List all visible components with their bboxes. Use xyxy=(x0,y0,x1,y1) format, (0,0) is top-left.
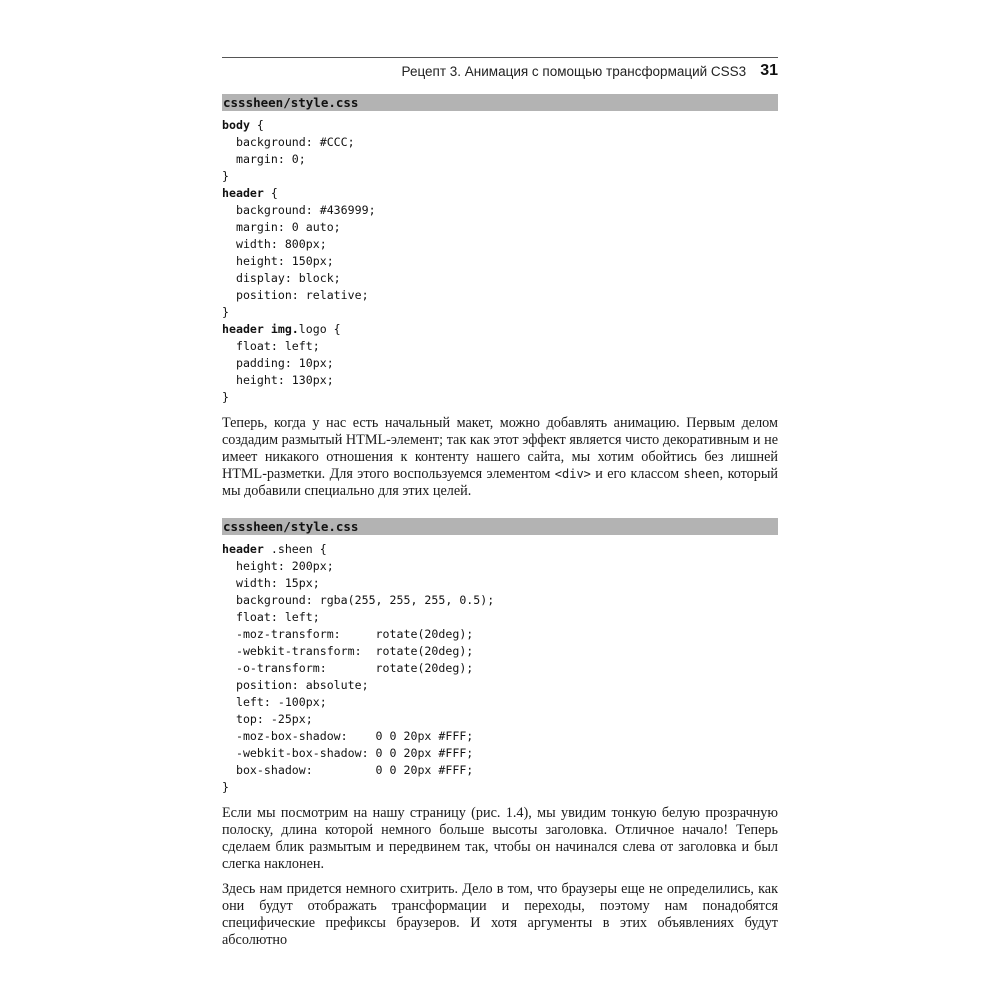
code-line xyxy=(222,151,778,168)
running-title: Рецепт 3. Анимация с помощью трансформаций CSS3 xyxy=(401,63,747,79)
code-text: -moz-transform: rotate(20deg); xyxy=(222,627,474,641)
code-text: margin: 0; xyxy=(222,152,306,166)
code-text: } xyxy=(222,169,229,183)
code-line xyxy=(222,609,778,626)
code-text: logo { xyxy=(298,322,341,336)
paragraph-2: Если мы посмотрим на нашу страницу (рис. 1.4), мы увидим тонкую белую прозрачную полоску, длина которой немного больше высоты заголовка. Отличное начало! Теперь сделаем блик размытым и передвинем так, чтобы он начинался слева от заголовка и был слегка наклонен. xyxy=(222,805,778,872)
code-line xyxy=(222,779,778,796)
code-text: margin: 0 auto; xyxy=(222,220,341,234)
code-text: -webkit-transform: rotate(20deg); xyxy=(222,644,474,658)
code-text: } xyxy=(222,390,229,404)
code-text: width: 15px; xyxy=(222,576,320,590)
code-text: width: 800px; xyxy=(222,237,327,251)
paragraph-3: Здесь нам придется немного схитрить. Дело в том, что браузеры еще не определились, как они будут отображать трансформации и переходы, поэтому нам понадобятся специфические префиксы браузеров. И хотя аргументы в этих объявлениях будут абсолютно xyxy=(222,881,778,948)
code-line xyxy=(222,355,778,372)
code-text: background: #436999; xyxy=(222,203,376,217)
code-selector: header xyxy=(222,186,264,200)
code-line xyxy=(222,270,778,287)
code-selector: header xyxy=(222,542,264,556)
code-text: height: 200px; xyxy=(222,559,334,573)
code-line xyxy=(222,626,778,643)
code-line xyxy=(222,219,778,236)
code-text: -o-transform: rotate(20deg); xyxy=(222,661,474,675)
code-line xyxy=(222,185,778,202)
code-line xyxy=(222,728,778,745)
code-line xyxy=(222,389,778,406)
inline-code-sheen: sheen xyxy=(683,467,720,481)
paragraph-1-text-b: и его классом xyxy=(590,466,684,482)
code-line xyxy=(222,643,778,660)
code-line xyxy=(222,745,778,762)
code-line xyxy=(222,592,778,609)
code-line xyxy=(222,253,778,270)
paragraph-1-text-c: , который мы добавили специально для этих целей. xyxy=(222,466,778,499)
code-line xyxy=(222,338,778,355)
code-text: -webkit-box-shadow: 0 0 20px #FFF; xyxy=(222,746,474,760)
running-head xyxy=(222,60,778,82)
code-line xyxy=(222,541,778,558)
code-text: background: rgba(255, 255, 255, 0.5); xyxy=(222,593,495,607)
code-text: -moz-box-shadow: 0 0 20px #FFF; xyxy=(222,729,474,743)
code-text: top: -25px; xyxy=(222,712,313,726)
code-line xyxy=(222,558,778,575)
code-text: position: absolute; xyxy=(222,678,369,692)
code-line xyxy=(222,321,778,338)
code-line xyxy=(222,372,778,389)
code-line xyxy=(222,117,778,134)
code-text: box-shadow: 0 0 20px #FFF; xyxy=(222,763,474,777)
code-line xyxy=(222,236,778,253)
code-text: { xyxy=(249,118,264,132)
code-line xyxy=(222,762,778,779)
code-line xyxy=(222,575,778,592)
code-line xyxy=(222,677,778,694)
code-text: float: left; xyxy=(222,339,320,353)
code-line xyxy=(222,202,778,219)
code-text: left: -100px; xyxy=(222,695,327,709)
code-text: padding: 10px; xyxy=(222,356,334,370)
code-listing-1 xyxy=(222,117,778,406)
inline-code-div: <div> xyxy=(554,467,591,481)
header-rule xyxy=(222,57,778,58)
code-text: { xyxy=(263,186,278,200)
code-text: background: #CCC; xyxy=(222,135,355,149)
paragraph-1-text-a: Теперь, когда у нас есть начальный макет, можно добавлять анимацию. Первым делом создадим размытый HTML-элемент; так как этот эффект является чисто декоративным и не имеет никакого отношения к контенту нашего сайта, мы хотим обойтись без лишней HTML-разметки. Для этого воспользуемся элементом xyxy=(222,415,779,482)
code-selector: header img. xyxy=(222,322,299,336)
code-text: display: block; xyxy=(222,271,341,285)
code-text: .sheen { xyxy=(263,542,327,556)
code-line xyxy=(222,711,778,728)
code-text: } xyxy=(222,780,229,794)
code-line xyxy=(222,660,778,677)
code-line xyxy=(222,287,778,304)
code-text: float: left; xyxy=(222,610,320,624)
code-text: } xyxy=(222,305,229,319)
code-text: height: 130px; xyxy=(222,373,334,387)
listing-filename-1: csssheen/style.css xyxy=(222,94,778,111)
code-line xyxy=(222,304,778,321)
paragraph-1 xyxy=(222,415,778,500)
code-text: position: relative; xyxy=(222,288,369,302)
page-number: 31 xyxy=(760,62,778,79)
code-text: height: 150px; xyxy=(222,254,334,268)
listing-filename-2: csssheen/style.css xyxy=(222,518,778,535)
code-listing-2 xyxy=(222,541,778,796)
code-line xyxy=(222,694,778,711)
code-line xyxy=(222,134,778,151)
code-line xyxy=(222,168,778,185)
code-selector: body xyxy=(222,118,250,132)
